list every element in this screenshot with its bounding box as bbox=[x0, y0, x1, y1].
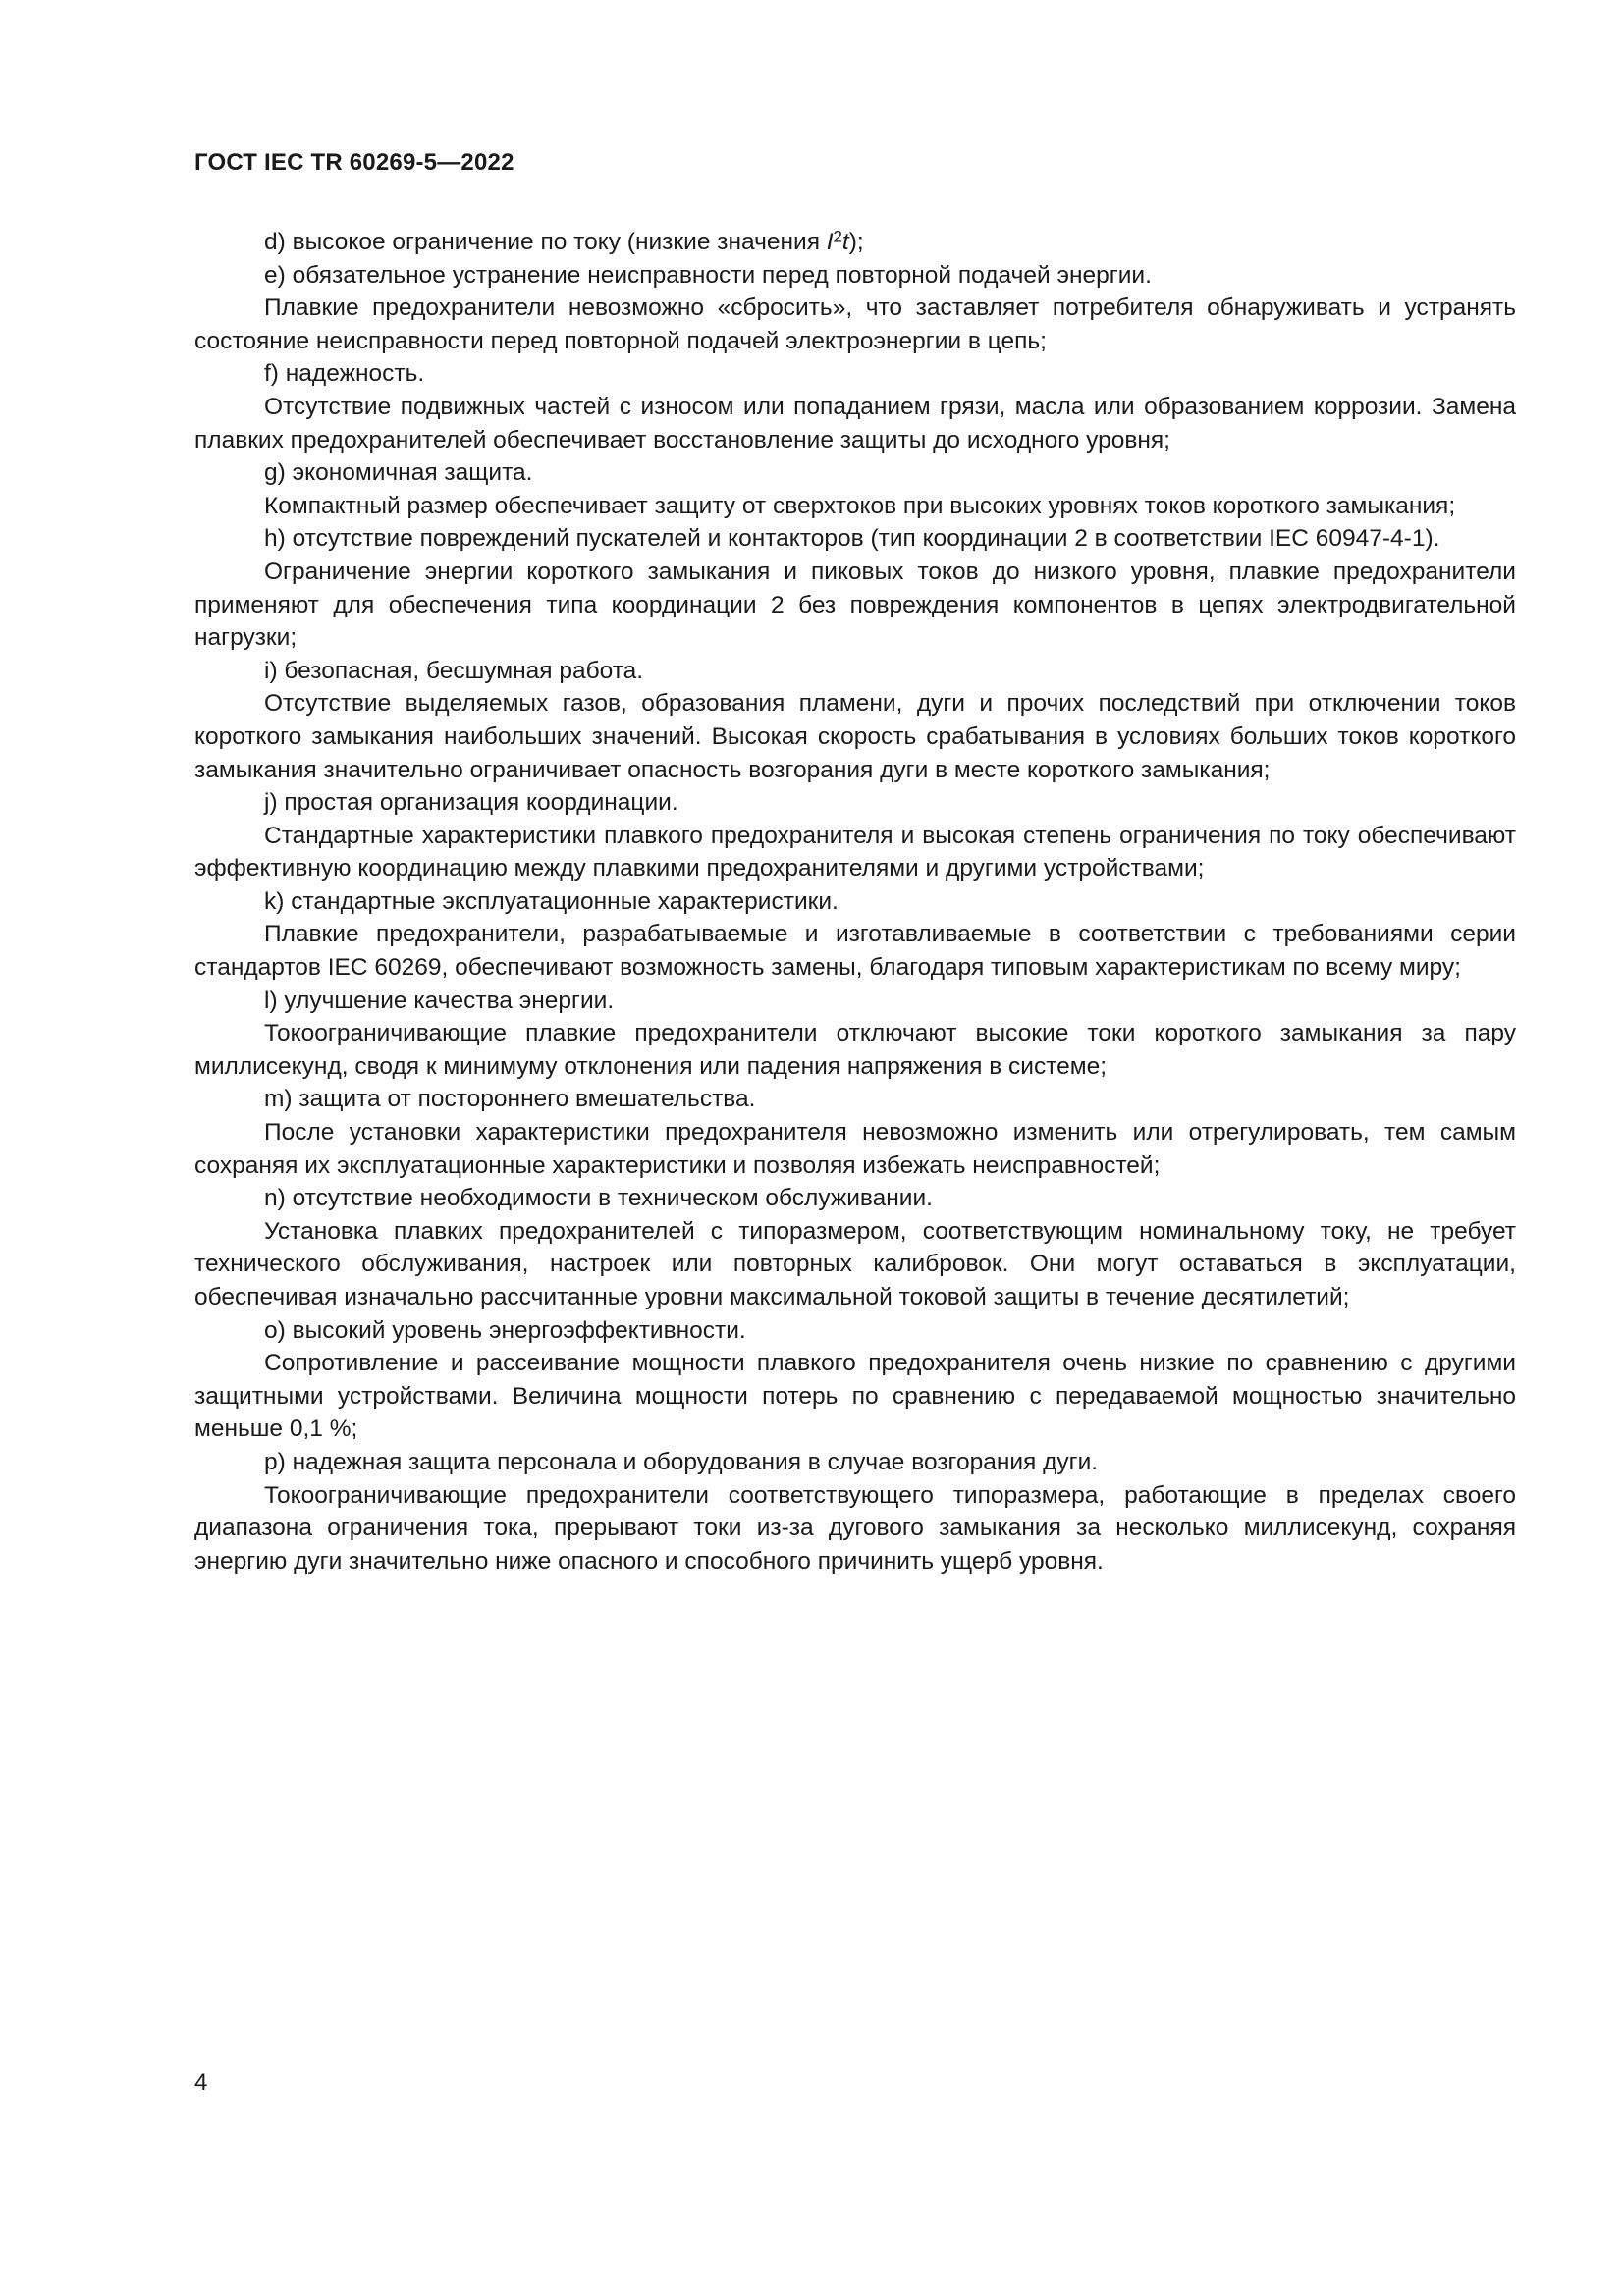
time-symbol: t bbox=[841, 229, 849, 255]
paragraph: Установка плавких предохранителей с типоразмером, соответствующим номинальному току, не требует технического обслуживания, настроек или повторных калибровок. Они могут оставаться в эксплуатации, обеспечивая изначально рассчитанные уровни максимальной токовой защиты в течение десятилетий; bbox=[194, 1217, 1516, 1310]
list-item-o: o) высокий уровень энергоэффективности. bbox=[264, 1316, 746, 1344]
paragraph: Плавкие предохранители, разрабатываемые и изготавливаемые в соответствии с требованиями серии стандартов IEC 60269, обеспечивают возможность замены, благодаря типовым характеристикам по всему миру; bbox=[194, 921, 1516, 982]
paragraph: Отсутствие выделяемых газов, образования пламени, дуги и прочих последствий при отключении токов короткого замыкания наибольших значений. Высокая скорость срабатывания в условиях больших токов короткого замыкания значительно ограничивает опасность возгорания дуги в месте короткого замыкания; bbox=[194, 690, 1516, 783]
list-item-m: m) защита от постороннего вмешательства. bbox=[264, 1086, 756, 1113]
superscript: 2 bbox=[833, 227, 842, 246]
paragraph: После установки характеристики предохранителя невозможно изменить или отрегулировать, тем самым сохраняя их эксплуатационные характеристики и позволяя избежать неисправностей; bbox=[194, 1119, 1516, 1179]
list-item-d-text: d) высокое ограничение по току (низкие значения bbox=[264, 229, 827, 255]
list-item-d-end: ); bbox=[848, 229, 864, 255]
list-item-p: p) надежная защита персонала и оборудования в случае возгорания дуги. bbox=[264, 1448, 1099, 1475]
current-symbol: I bbox=[826, 229, 834, 255]
list-item-g: g) экономичная защита. bbox=[264, 459, 533, 487]
list-item-l: l) улучшение качества энергии. bbox=[264, 987, 615, 1014]
list-item-h: h) отсутствие повреждений пускателей и контакторов (тип координации 2 в соответствии IEC 60947-4-1). bbox=[264, 525, 1440, 553]
list-item-n: n) отсутствие необходимости в техническом обслуживании. bbox=[264, 1185, 933, 1212]
paragraph: Токоограничивающие предохранители соответствующего типоразмера, работающие в пределах своего диапазона ограничения тока, прерывают токи из-за дугового замыкания за несколько миллисекунд, сохраняя энергию дуги значительно ниже опасного и способного причинить ущерб уровня. bbox=[194, 1481, 1516, 1575]
paragraph: Ограничение энергии короткого замыкания и пиковых токов до низкого уровня, плавкие предохранители применяют для обеспечения типа координации 2 без повреждения компонентов в цепях электродвигательной нагрузки; bbox=[194, 558, 1516, 652]
paragraph: Стандартные характеристики плавкого предохранителя и высокая степень ограничения по току обеспечивают эффективную координацию между плавкими предохранителями и другими устройствами; bbox=[194, 822, 1516, 882]
paragraph: Отсутствие подвижных частей с износом или попаданием грязи, масла или образованием коррозии. Замена плавких предохранителей обеспечивает восстановление защиты до исходного уровня; bbox=[194, 393, 1516, 454]
paragraph: Токоограничивающие плавкие предохранители отключают высокие токи короткого замыкания за пару миллисекунд, сводя к минимуму отклонения или падения напряжения в системе; bbox=[194, 1020, 1516, 1080]
paragraph: Компактный размер обеспечивает защиту от сверхтоков при высоких уровнях токов короткого замыкания; bbox=[264, 492, 1456, 519]
list-item-k: k) стандартные эксплуатационные характеристики. bbox=[264, 887, 839, 915]
list-item-d bbox=[194, 226, 1516, 259]
page-number: 4 bbox=[194, 2069, 208, 2096]
paragraph: Сопротивление и рассеивание мощности плавкого предохранителя очень низкие по сравнению с другими защитными устройствами. Величина мощности потерь по сравнению с передаваемой мощностью значительно меньше 0,1 %; bbox=[194, 1350, 1516, 1443]
paragraph: Плавкие предохранители невозможно «сбросить», что заставляет потребителя обнаруживать и устранять состояние неисправности перед повторной подачей электроэнергии в цепь; bbox=[194, 294, 1516, 354]
list-item-i: i) безопасная, бесшумная работа. bbox=[264, 657, 644, 684]
list-item-j: j) простая организация координации. bbox=[264, 789, 678, 817]
list-item-e: e) обязательное устранение неисправности перед повторной подачей энергии. bbox=[264, 261, 1152, 289]
document-body bbox=[194, 226, 1516, 1577]
document-header: ГОСТ IEC TR 60269-5—2022 bbox=[194, 149, 514, 176]
list-item-f: f) надежность. bbox=[264, 360, 425, 388]
